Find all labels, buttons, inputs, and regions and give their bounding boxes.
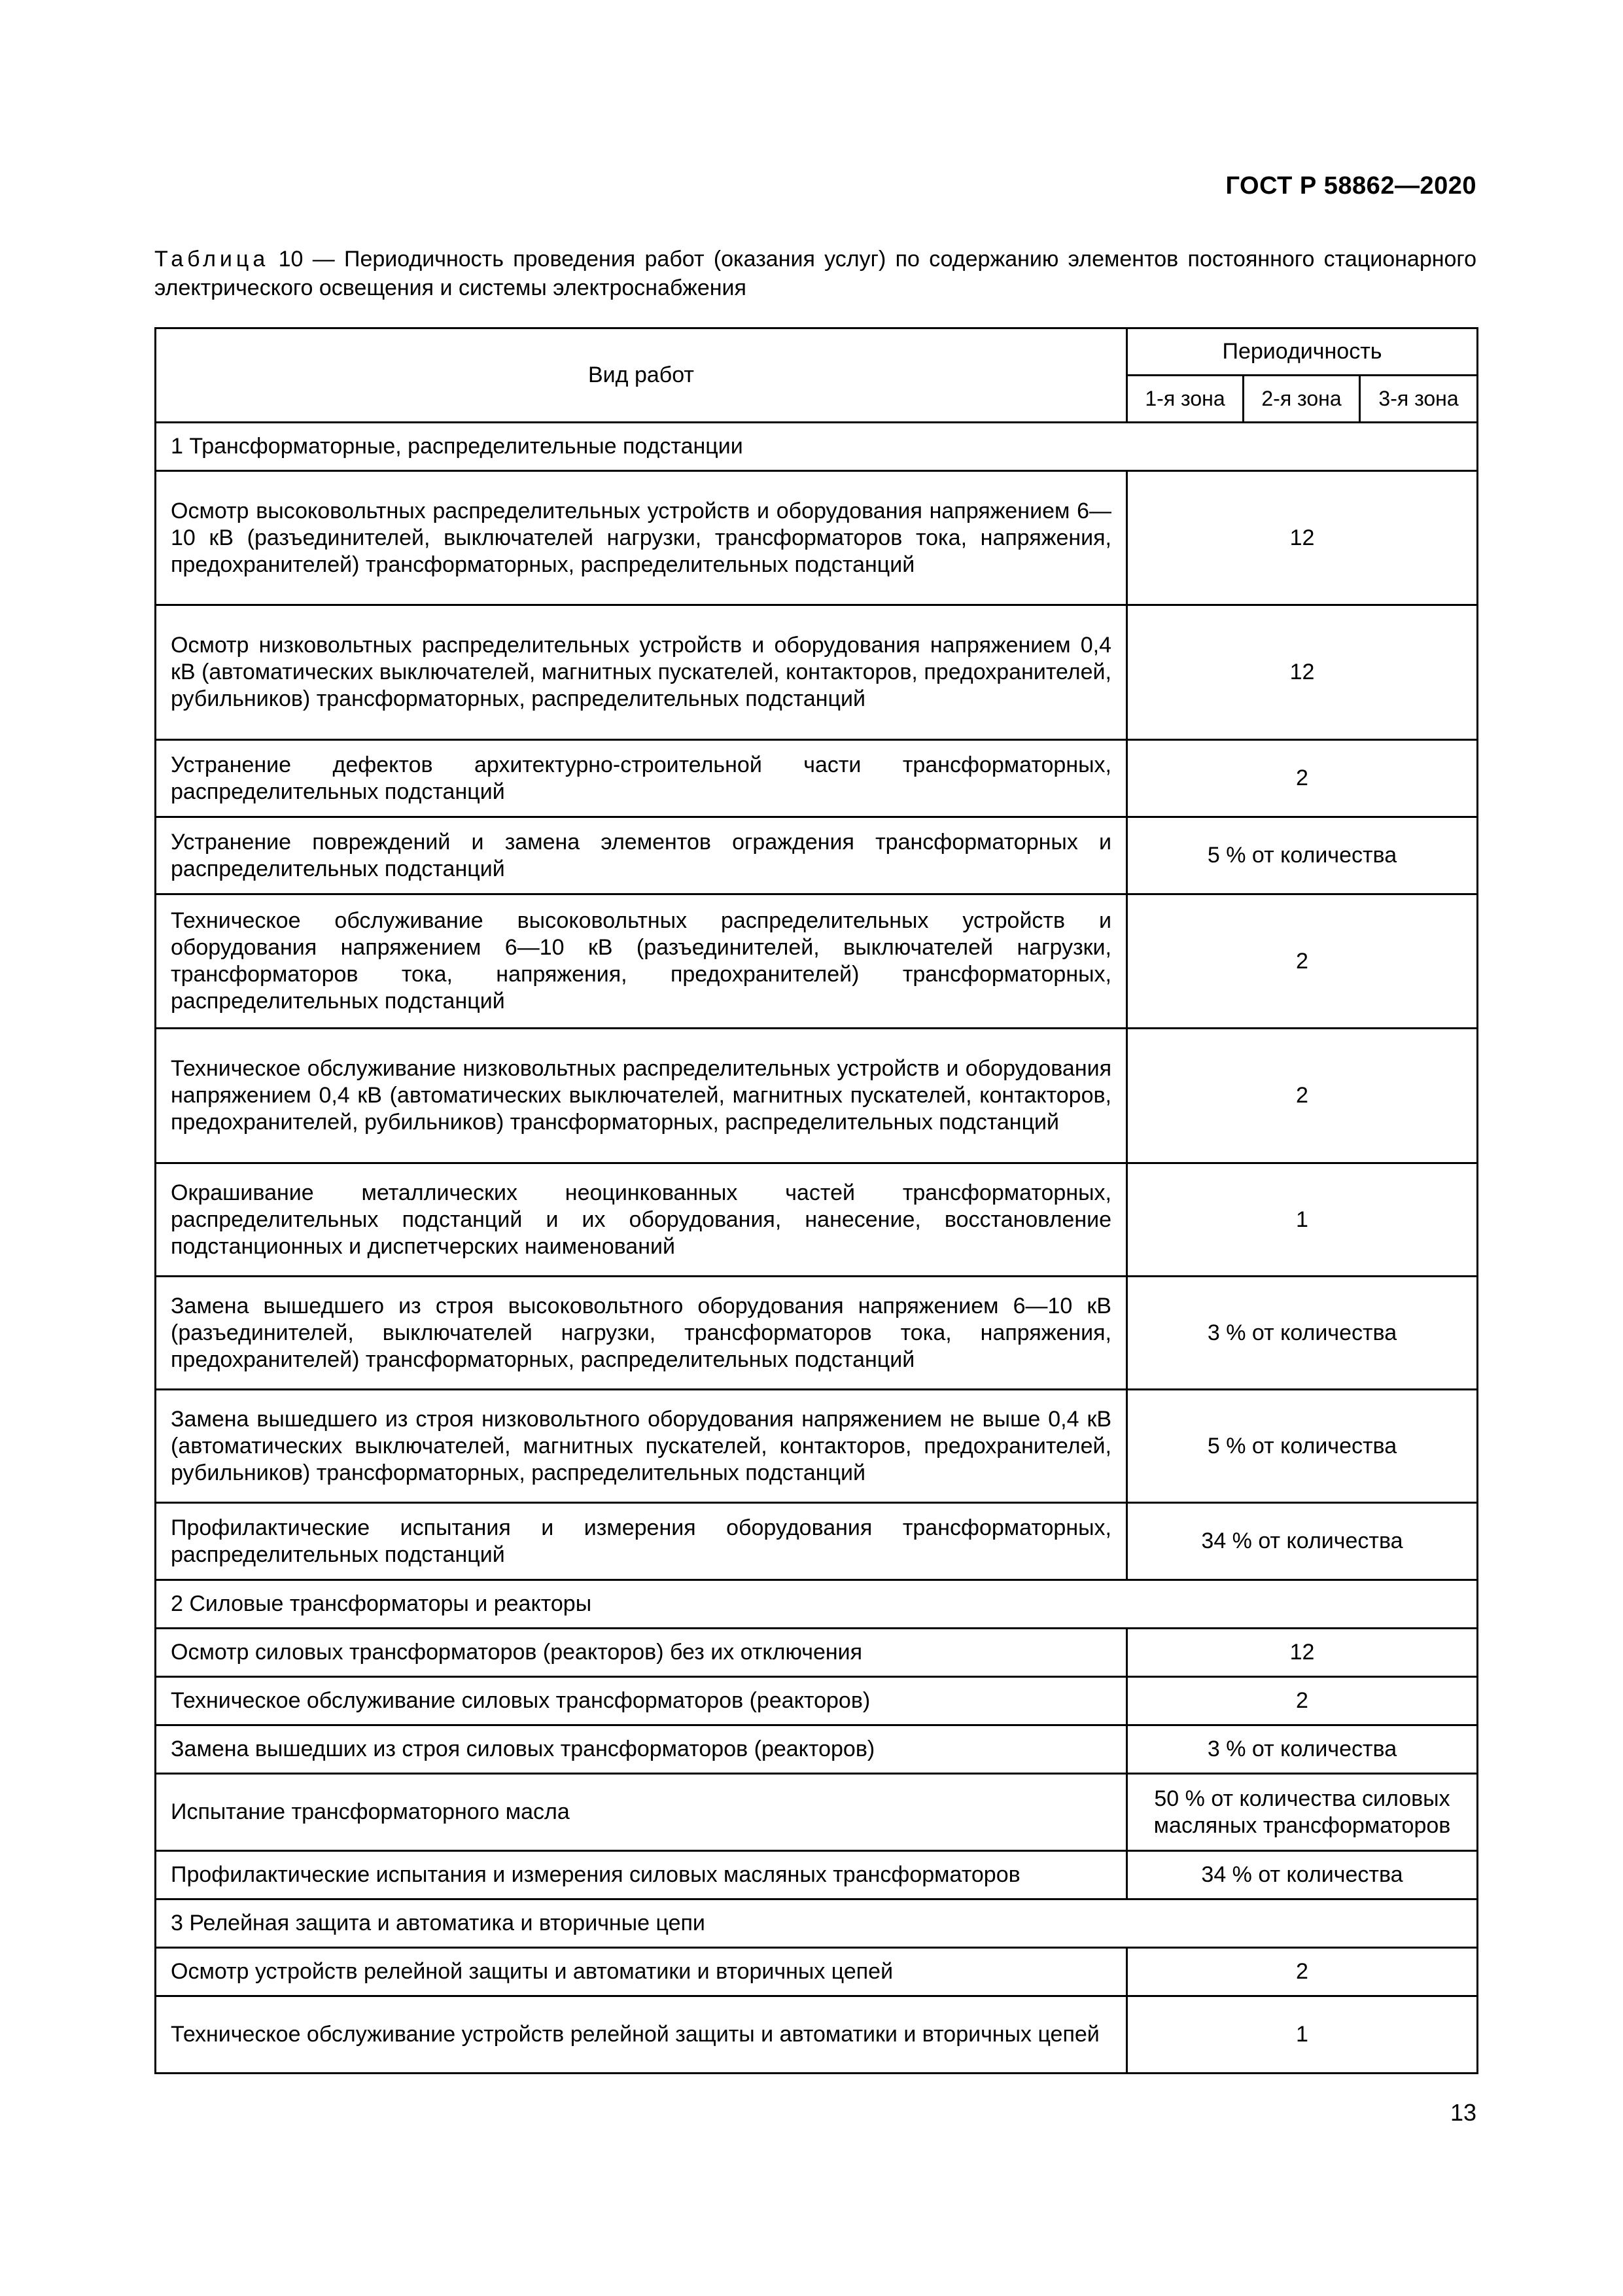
periodicity-cell: 2: [1127, 894, 1478, 1029]
table-row: [156, 1390, 1478, 1503]
header-zone-1: 1-я зона: [1127, 376, 1244, 423]
periodicity-cell: 2: [1127, 1677, 1478, 1725]
table-row: [156, 1774, 1478, 1851]
table-row: [156, 1163, 1478, 1277]
table-row: [156, 471, 1478, 605]
table-caption: [154, 245, 1476, 302]
table-row: [156, 1996, 1478, 2074]
table-caption-text: 10 — Периодичность проведения работ (оказания услуг) по содержанию элементов постоянного стационарного электрического освещения и системы электроснабжения: [154, 247, 1476, 300]
work-cell: Осмотр низковольтных распределительных устройств и оборудования напряжением 0,4 кВ (автоматических выключателей, магнитных пускателей, контакторов, предохранителей, рубильников) трансформаторных, распределительных подстанций: [156, 605, 1127, 740]
table-row: [156, 817, 1478, 894]
section-title: 3 Релейная защита и автоматика и вторичные цепи: [156, 1899, 1478, 1948]
work-cell: Техническое обслуживание высоковольтных распределительных устройств и оборудования напряжением 6—10 кВ (разъединителей, выключателей нагрузки, трансформаторов тока, напряжения, предохранителей) трансформаторных, распределительных подстанций: [156, 894, 1127, 1029]
periodicity-cell: 12: [1127, 605, 1478, 740]
work-cell: Испытание трансформаторного масла: [156, 1774, 1127, 1851]
table-row: [156, 1851, 1478, 1899]
periodicity-table: [154, 327, 1478, 2074]
work-cell: Окрашивание металлических неоцинкованных частей трансформаторных, распределительных подстанций и их оборудования, нанесение, восстановление подстанционных и диспетчерских наименований: [156, 1163, 1127, 1277]
periodicity-cell: 2: [1127, 1948, 1478, 1996]
work-cell: Техническое обслуживание устройств релейной защиты и автоматики и вторичных цепей: [156, 1996, 1127, 2074]
work-cell: Осмотр высоковольтных распределительных устройств и оборудования напряжением 6—10 кВ (разъединителей, выключателей нагрузки, трансформаторов тока, напряжения, предохранителей) трансформаторных, распределительных подстанций: [156, 471, 1127, 605]
section-title: 1 Трансформаторные, распределительные подстанции: [156, 423, 1478, 471]
work-cell: Техническое обслуживание низковольтных распределительных устройств и оборудования напряжением 0,4 кВ (автоматических выключателей, магнитных пускателей, контакторов, предохранителей, рубильников) трансформаторных, распределительных подстанций: [156, 1029, 1127, 1163]
header-zone-2: 2-я зона: [1244, 376, 1360, 423]
periodicity-cell: 34 % от количества: [1127, 1851, 1478, 1899]
work-cell: Устранение дефектов архитектурно-строительной части трансформаторных, распределительных подстанций: [156, 740, 1127, 817]
table-row: [156, 1629, 1478, 1677]
table-caption-label: Таблица: [154, 247, 270, 272]
table-row: [156, 740, 1478, 817]
periodicity-cell: 1: [1127, 1163, 1478, 1277]
work-cell: Замена вышедшего из строя высоковольтного оборудования напряжением 6—10 кВ (разъединителей, выключателей нагрузки, трансформаторов тока, напряжения, предохранителей) трансформаторных, распределительных подстанций: [156, 1277, 1127, 1390]
header-work-type: Вид работ: [156, 328, 1127, 423]
periodicity-cell: 2: [1127, 740, 1478, 817]
work-cell: Замена вышедшего из строя низковольтного оборудования напряжением не выше 0,4 кВ (автоматических выключателей, магнитных пускателей, контакторов, предохранителей, рубильников) трансформаторных, распределительных подстанций: [156, 1390, 1127, 1503]
periodicity-cell: 12: [1127, 1629, 1478, 1677]
section-title: 2 Силовые трансформаторы и реакторы: [156, 1580, 1478, 1629]
periodicity-cell: 3 % от количества: [1127, 1725, 1478, 1774]
work-cell: Устранение повреждений и замена элементов ограждения трансформаторных и распределительных подстанций: [156, 817, 1127, 894]
table-row: [156, 1677, 1478, 1725]
periodicity-cell: 12: [1127, 471, 1478, 605]
table-row: [156, 605, 1478, 740]
table-row: [156, 1277, 1478, 1390]
work-cell: Профилактические испытания и измерения оборудования трансформаторных, распределительных подстанций: [156, 1503, 1127, 1580]
page-number: 13: [1450, 2099, 1476, 2126]
work-cell: Техническое обслуживание силовых трансформаторов (реакторов): [156, 1677, 1127, 1725]
periodicity-cell: 2: [1127, 1029, 1478, 1163]
document-code: ГОСТ Р 58862—2020: [1225, 172, 1476, 200]
work-cell: Профилактические испытания и измерения силовых масляных трансформаторов: [156, 1851, 1127, 1899]
table-row: [156, 1029, 1478, 1163]
periodicity-cell: 50 % от количества силовых масляных трансформаторов: [1127, 1774, 1478, 1851]
work-cell: Осмотр устройств релейной защиты и автоматики и вторичных цепей: [156, 1948, 1127, 1996]
table-row: [156, 1725, 1478, 1774]
periodicity-cell: 1: [1127, 1996, 1478, 2074]
periodicity-cell: 34 % от количества: [1127, 1503, 1478, 1580]
work-cell: Осмотр силовых трансформаторов (реакторов) без их отключения: [156, 1629, 1127, 1677]
periodicity-cell: 5 % от количества: [1127, 1390, 1478, 1503]
periodicity-cell: 5 % от количества: [1127, 817, 1478, 894]
header-periodicity: Периодичность: [1127, 328, 1478, 376]
table-row: [156, 894, 1478, 1029]
header-zone-3: 3-я зона: [1360, 376, 1478, 423]
periodicity-cell: 3 % от количества: [1127, 1277, 1478, 1390]
table-row: [156, 1948, 1478, 1996]
table-row: [156, 1503, 1478, 1580]
work-cell: Замена вышедших из строя силовых трансформаторов (реакторов): [156, 1725, 1127, 1774]
